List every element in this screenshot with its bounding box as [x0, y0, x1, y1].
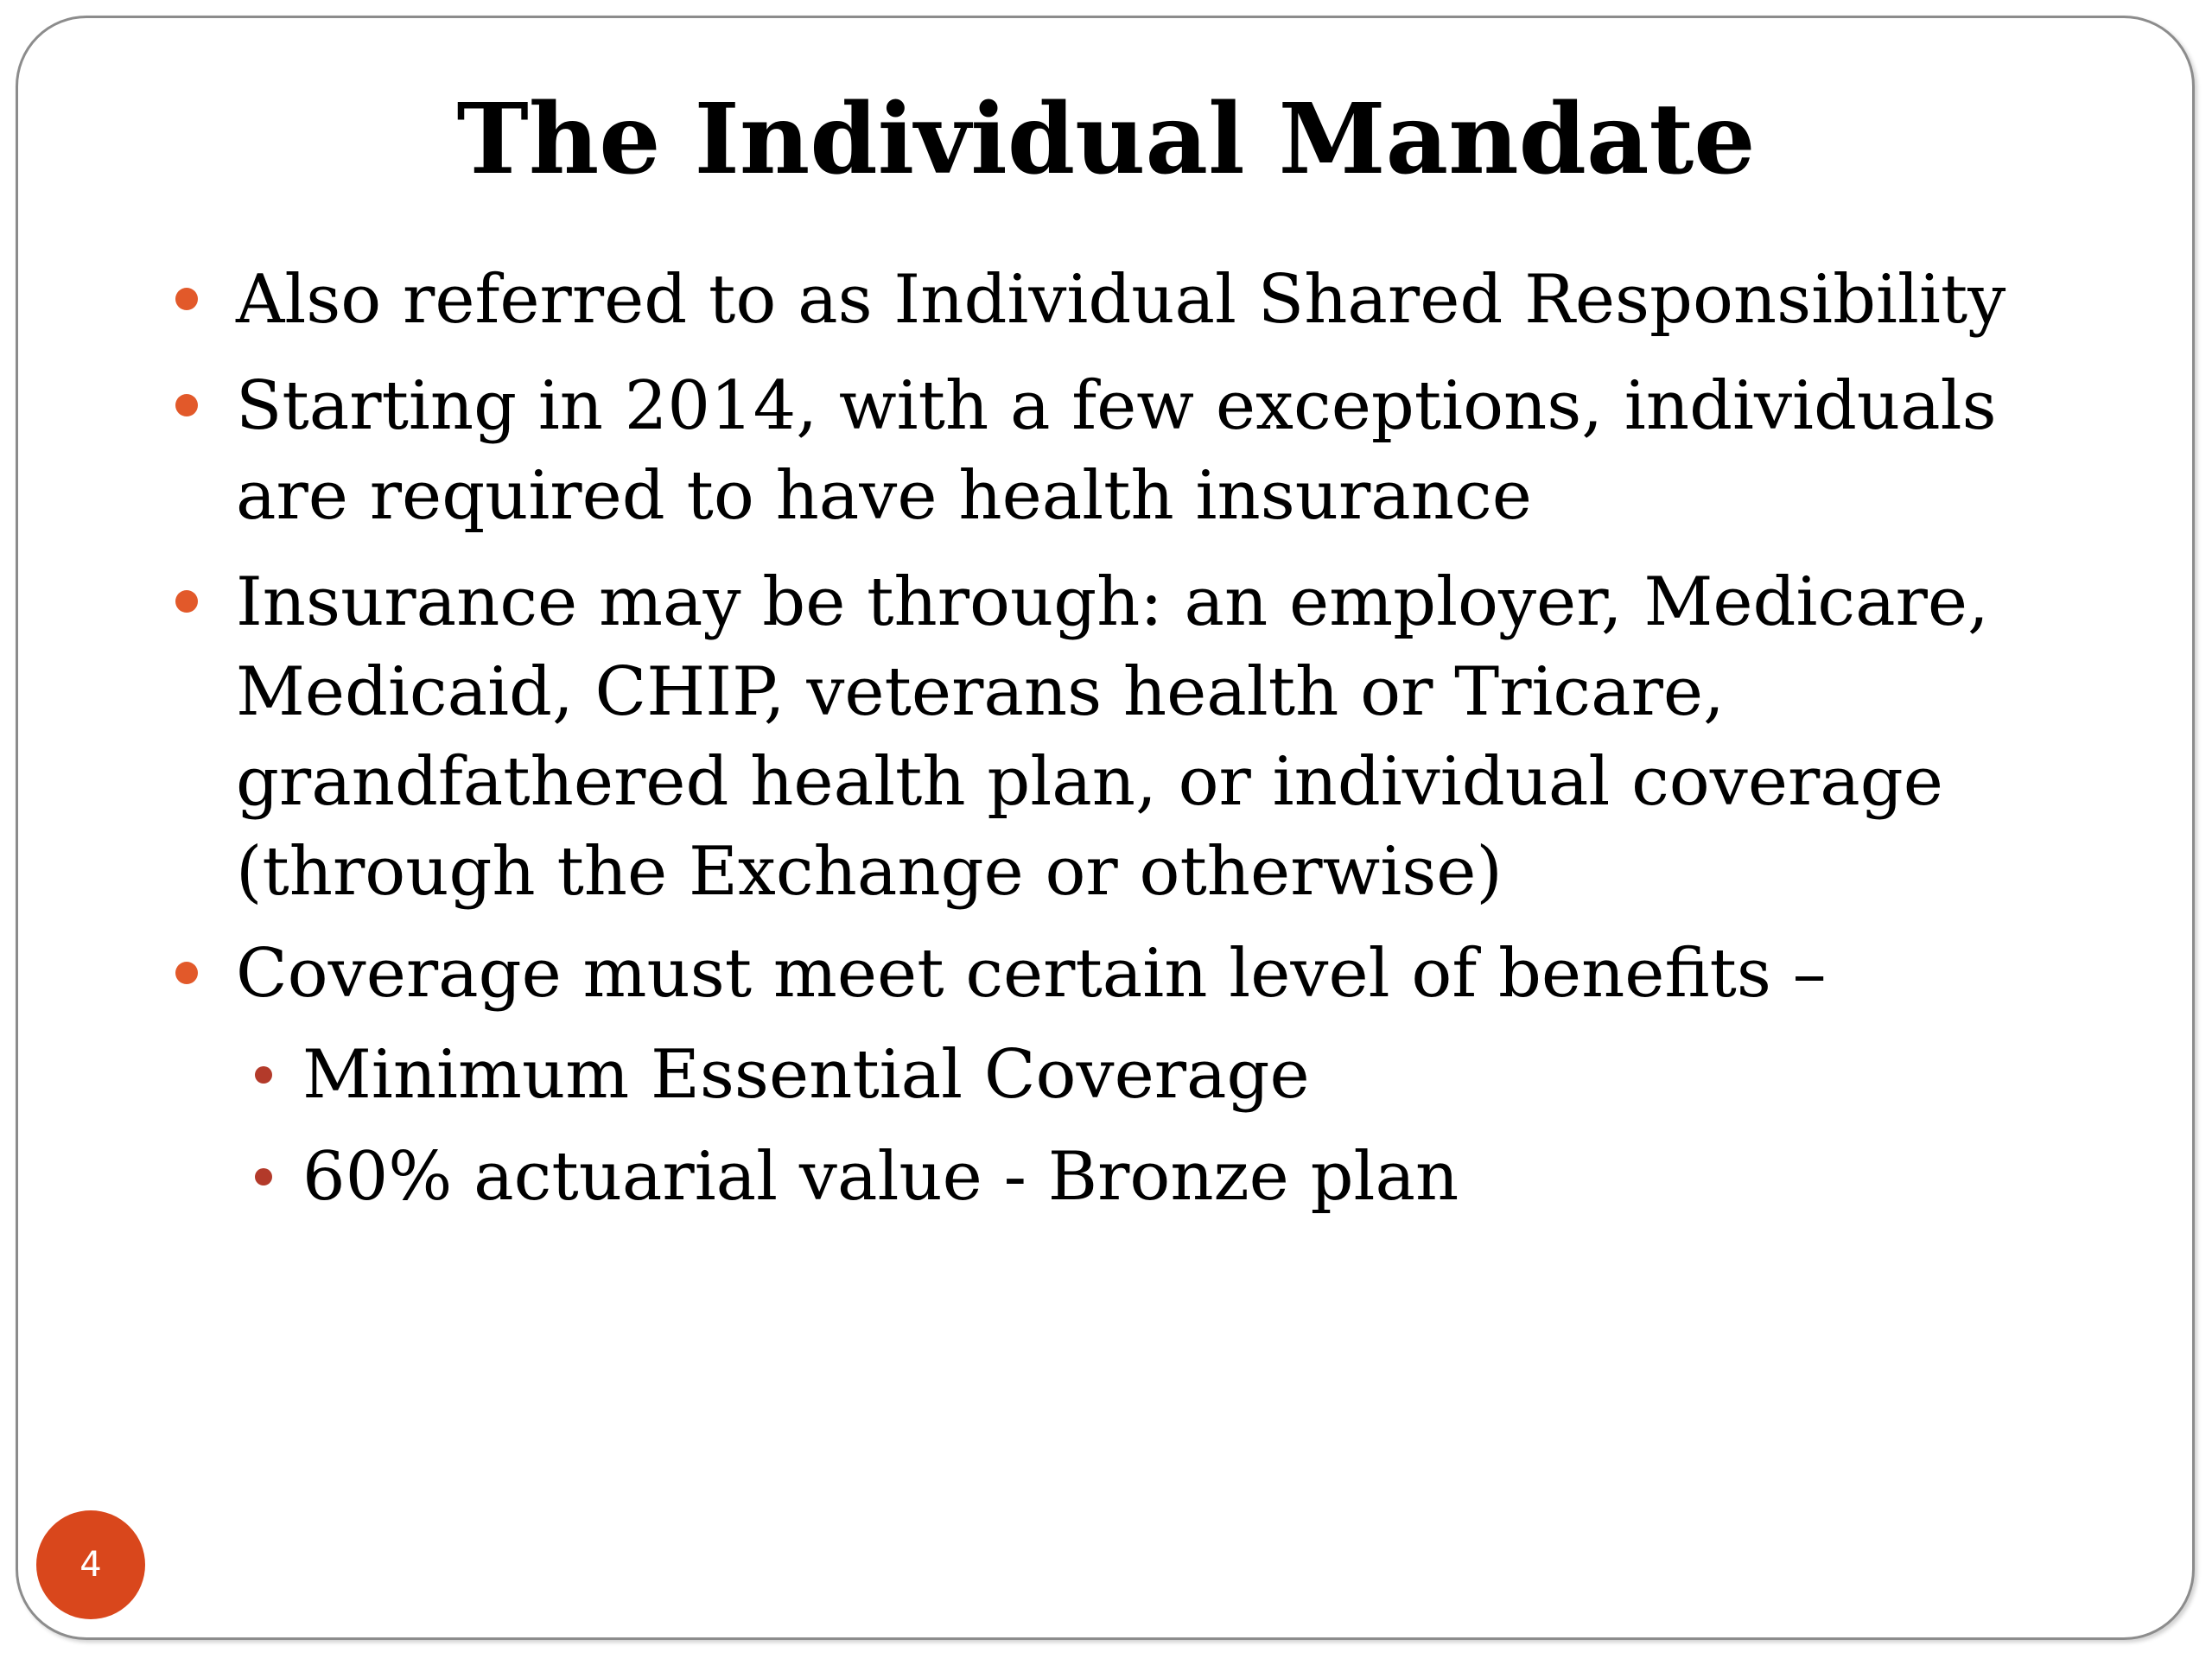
sub-bullet-item: [302, 1132, 2031, 1222]
bullet-dot-icon: [175, 288, 198, 310]
bullet-text: Also referred to as Individual Shared Responsibility: [236, 261, 2006, 339]
bullet-text: Coverage must meet certain level of benefits –: [236, 935, 1827, 1013]
bullet-item: [236, 255, 2050, 345]
bullet-dot-icon: [175, 590, 198, 613]
bullet-text: Starting in 2014, with a few exceptions, individuals are required to have health insurance: [236, 367, 1997, 535]
sub-bullet-text: Minimum Essential Coverage: [302, 1036, 1310, 1114]
bullet-dot-icon: [175, 962, 198, 984]
bullet-text: Insurance may be through: an employer, Medicare, Medicaid, CHIP, veterans health or Tricare, grandfathered health plan, or individual coverage (through the Exchange or otherwise): [236, 563, 1989, 911]
bullet-item: [236, 929, 2050, 1019]
slide-number-badge: 4: [36, 1510, 145, 1619]
slide-title: The Individual Mandate: [456, 83, 1756, 196]
bullet-item: [236, 361, 2050, 541]
sub-bullet-item: [302, 1030, 2031, 1120]
bullet-item: [236, 557, 2050, 917]
bullet-dot-icon: [175, 394, 198, 416]
sub-bullet-text: 60% actuarial value - Bronze plan: [302, 1138, 1459, 1216]
sub-bullet-dot-icon: [255, 1066, 272, 1084]
sub-bullet-dot-icon: [255, 1168, 272, 1185]
